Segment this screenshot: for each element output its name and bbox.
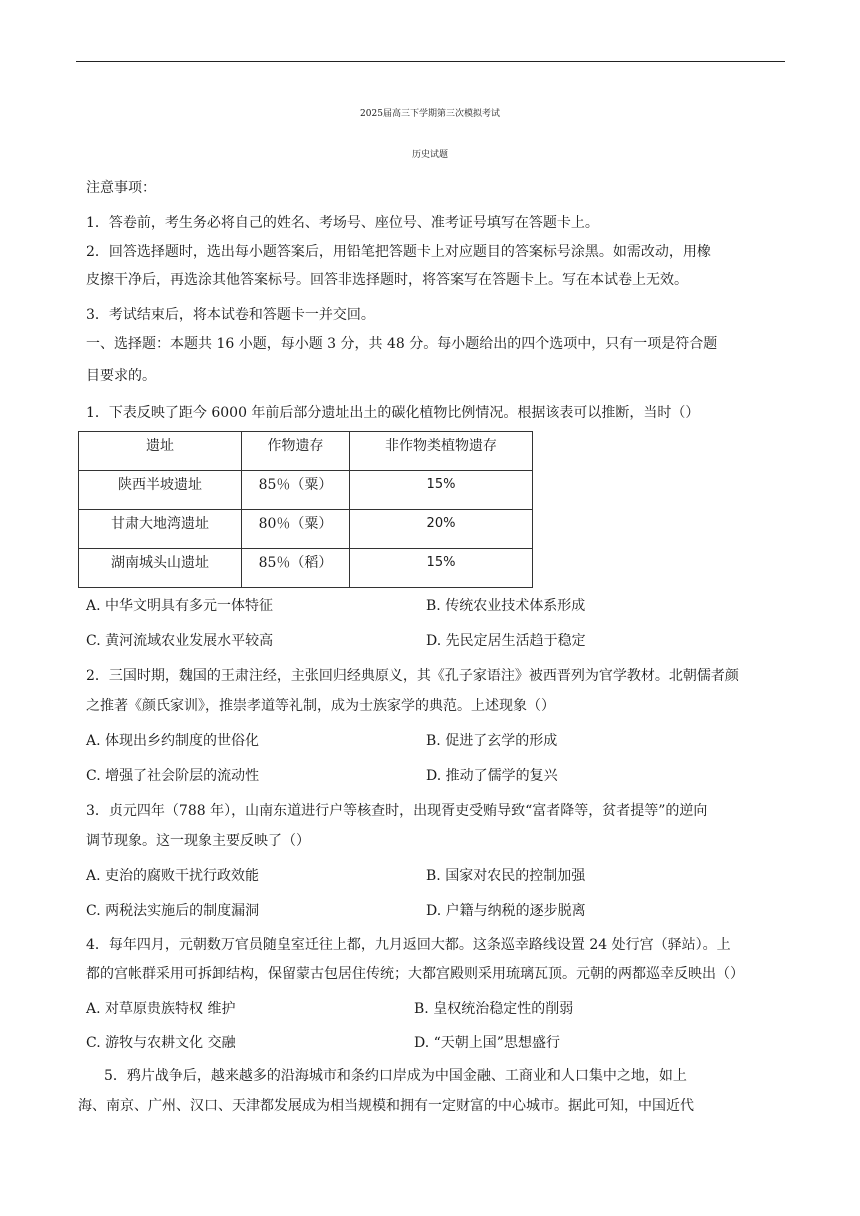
table-cell: 85％（粟） (242, 471, 350, 510)
question-3-stem: 3．贞元四年（788 年），山南东道进行户等核查时，出现胥吏受贿导致“富者降等，贫者提等”的逆向 (86, 803, 708, 819)
section-heading: 一、选择题：本题共 16 小题，每小题 3 分，共 48 分。每小题给出的四个选项中，只有一项是符合题 (86, 336, 718, 352)
q4-option-a: A. 对草原贵族特权 维护 (86, 1001, 236, 1017)
q3-option-d: D. 户籍与纳税的逐步脱离 (426, 903, 586, 919)
q3-option-c: C. 两税法实施后的制度漏洞 (86, 903, 260, 919)
table-header-cell: 遗址 (79, 432, 242, 471)
table-row (79, 510, 533, 549)
q4-option-d: D. “天朝上国”思想盛行 (414, 1035, 560, 1051)
note-item: 皮擦干净后，再选涂其他答案标号。回答非选择题时，将答案写在答题卡上。写在本试卷上无效。 (86, 272, 688, 288)
question-5-stem: 5．鸦片战争后，越来越多的沿海城市和条约口岸成为中国金融、工商业和人口集中之地，如上 (104, 1068, 687, 1084)
table-cell: 陕西半坡遗址 (79, 471, 242, 510)
notes-heading: 注意事项： (86, 180, 156, 196)
q3-option-a: A. 吏治的腐败干扰行政效能 (86, 868, 260, 884)
q1-option-d: D. 先民定居生活趋于稳定 (426, 633, 586, 649)
question-1-stem: 1．下表反映了距今 6000 年前后部分遗址出土的碳化植物比例情况。根据该表可以推断，当时（） (86, 405, 700, 421)
question-5-stem-cont: 海、南京、广州、汉口、天津都发展成为相当规模和拥有一定财富的中心城市。据此可知，中国近代 (78, 1098, 694, 1114)
note-item: 2．回答选择题时，选出每小题答案后，用铅笔把答题卡上对应题目的答案标号涂黑。如需改动，用橡 (86, 244, 711, 260)
table-cell: 15% (350, 549, 533, 588)
q1-option-a: A. 中华文明具有多元一体特征 (86, 598, 274, 614)
plant-remains-table (78, 431, 533, 588)
table-header-cell: 作物遗存 (242, 432, 350, 471)
q3-option-b: B. 国家对农民的控制加强 (426, 868, 586, 884)
table-header-row (79, 432, 533, 471)
q4-option-c: C. 游牧与农耕文化 交融 (86, 1035, 236, 1051)
table-cell: 85％（稻） (242, 549, 350, 588)
exam-title: 2025届高三下学期第三次模拟考试 (360, 109, 500, 119)
header-rule (76, 61, 785, 62)
table-cell: 15% (350, 471, 533, 510)
q1-option-c: C. 黄河流域农业发展水平较高 (86, 633, 274, 649)
table-cell: 20% (350, 510, 533, 549)
note-item: 1．答卷前，考生务必将自己的姓名、考场号、座位号、准考证号填写在答题卡上。 (86, 215, 599, 231)
table-cell: 甘肃大地湾遗址 (79, 510, 242, 549)
q4-option-b: B. 皇权统治稳定性的削弱 (414, 1001, 574, 1017)
table-row (79, 471, 533, 510)
q1-option-b: B. 传统农业技术体系形成 (426, 598, 586, 614)
q2-option-c: C. 增强了社会阶层的流动性 (86, 768, 260, 784)
table-cell: 湖南城头山遗址 (79, 549, 242, 588)
table-row (79, 549, 533, 588)
q2-option-b: B. 促进了玄学的形成 (426, 733, 558, 749)
question-4-stem-cont: 都的宫帐群采用可拆卸结构，保留蒙古包居住传统；大都宫殿则采用琉璃瓦顶。元朝的两都巡幸反映出（） (86, 966, 744, 982)
question-2-stem-cont: 之推著《颜氏家训》，推崇孝道等礼制，成为士族家学的典范。上述现象（） (86, 698, 555, 714)
table-header-cell: 非作物类植物遗存 (350, 432, 533, 471)
question-4-stem: 4．每年四月，元朝数万官员随皇室迁往上都，九月返回大都。这条巡幸路线设置 24 处行宫（驿站）。上 (86, 937, 731, 953)
note-item: 3．考试结束后，将本试卷和答题卡一并交回。 (86, 307, 375, 323)
exam-subject: 历史试题 (411, 150, 448, 160)
question-2-stem: 2．三国时期，魏国的王肃注经，主张回归经典原义，其《孔子家语注》被西晋列为官学教材。北朝儒者颜 (86, 668, 739, 684)
q2-option-d: D. 推动了儒学的复兴 (426, 768, 558, 784)
section-heading-cont: 目要求的。 (86, 368, 156, 384)
q2-option-a: A. 体现出乡约制度的世俗化 (86, 733, 260, 749)
table-cell: 80％（粟） (242, 510, 350, 549)
question-3-stem-cont: 调节现象。这一现象主要反映了（） (86, 833, 310, 849)
